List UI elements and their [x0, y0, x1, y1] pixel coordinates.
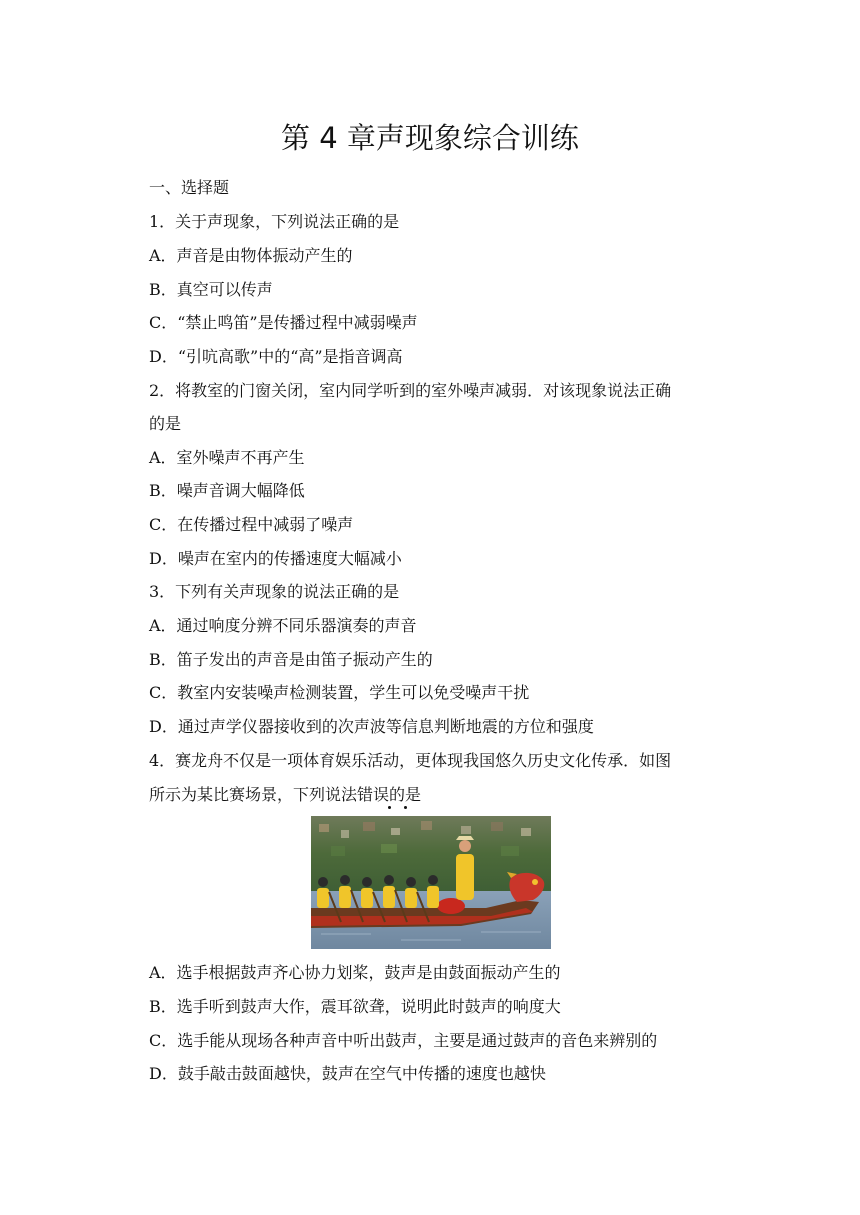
- question-3-option-b: B．笛子发出的声音是由笛子振动产生的: [149, 650, 433, 669]
- question-4-option-c: C．选手能从现场各种声音中听出鼓声，主要是通过鼓声的音色来辨别的: [149, 1031, 658, 1050]
- question-1-option-d: D．“引吭高歌”中的“高”是指音调高: [149, 347, 403, 366]
- question-2-option-b: B．噪声音调大幅降低: [149, 481, 305, 500]
- section-heading: 一、选择题: [149, 178, 230, 197]
- question-2-stem-line-2: 的是: [149, 414, 182, 433]
- question-4-stem-line-1: 4．赛龙舟不仅是一项体育娱乐活动，更体现我国悠久历史文化传承．如图: [149, 751, 672, 770]
- question-3-stem: 3．下列有关声现象的说法正确的是: [149, 582, 400, 601]
- question-3-option-c: C．教室内安装噪声检测装置，学生可以免受噪声干扰: [149, 683, 530, 702]
- emphasis-dot: [404, 806, 407, 809]
- question-2-option-c: C．在传播过程中减弱了噪声: [149, 515, 354, 534]
- emphasis-dot: [388, 806, 391, 809]
- question-2-option-a: A．室外噪声不再产生: [149, 448, 305, 467]
- question-3-option-d: D．通过声学仪器接收到的次声波等信息判断地震的方位和强度: [149, 717, 594, 736]
- question-4-stem-line-2: 所示为某比赛场景，下列说法错误的是: [149, 785, 422, 804]
- question-4-option-a: A．选手根据鼓声齐心协力划桨，鼓声是由鼓面振动产生的: [149, 963, 561, 982]
- question-1-stem: 1．关于声现象，下列说法正确的是: [149, 212, 400, 231]
- question-4-option-d: D．鼓手敲击鼓面越快，鼓声在空气中传播的速度也越快: [149, 1064, 546, 1083]
- question-1-option-b: B．真空可以传声: [149, 280, 273, 299]
- question-4-option-b: B．选手听到鼓声大作，震耳欲聋，说明此时鼓声的响度大: [149, 997, 561, 1016]
- question-1-option-a: A．声音是由物体振动产生的: [149, 246, 353, 265]
- question-2-stem-line-1: 2．将教室的门窗关闭，室内同学听到的室外噪声减弱．对该现象说法正确: [149, 381, 672, 400]
- question-1-option-c: C．“禁止鸣笛”是传播过程中减弱噪声: [149, 313, 418, 332]
- page-title: 第 4 章声现象综合训练: [281, 121, 579, 155]
- question-3-option-a: A．通过响度分辨不同乐器演奏的声音: [149, 616, 417, 635]
- question-2-option-d: D．噪声在室内的传播速度大幅减小: [149, 549, 402, 568]
- dragon-boat-photo: [311, 816, 551, 949]
